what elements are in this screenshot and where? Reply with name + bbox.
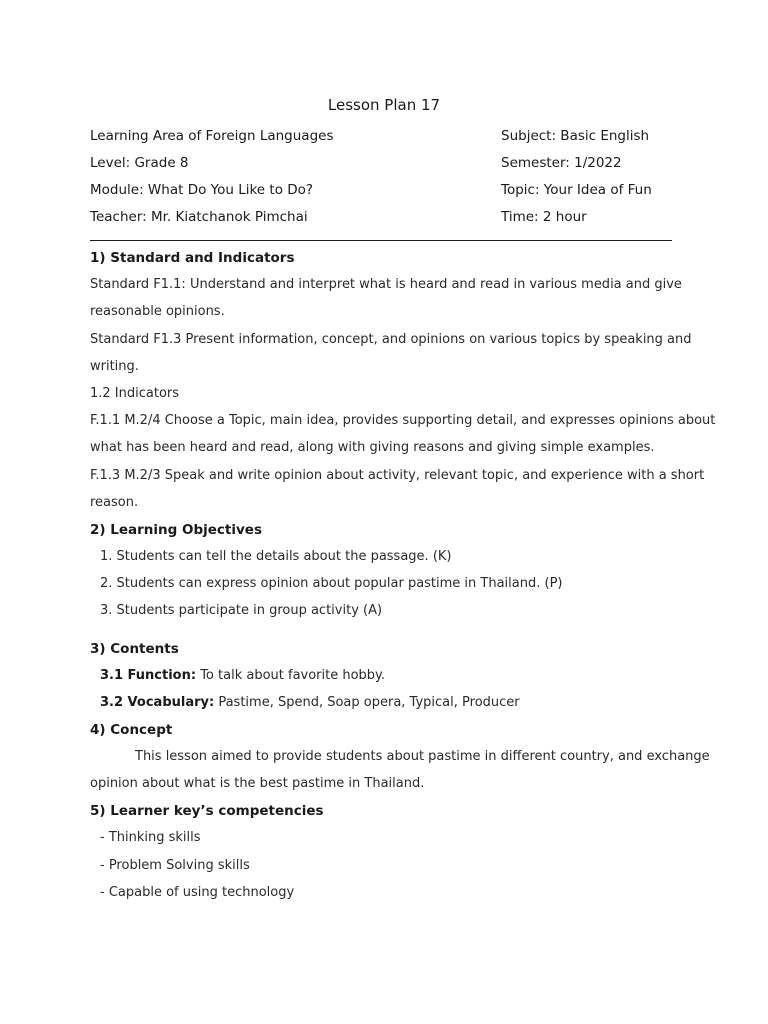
competency-item: - Problem Solving skills — [100, 858, 250, 873]
vocabulary-text: Pastime, Spend, Soap opera, Typical, Producer — [214, 695, 520, 710]
section-heading-contents: 3) Contents — [90, 641, 179, 657]
indicator-f13-line1: F.1.3 M.2/3 Speak and write opinion about activity, relevant topic, and experience with a short — [90, 468, 705, 483]
section-heading-objectives: 2) Learning Objectives — [90, 522, 262, 538]
semester: Semester: 1/2022 — [501, 155, 622, 171]
indicator-f11-line2: what has been heard and read, along with giving reasons and giving simple examples. — [90, 440, 655, 455]
indicator-f13-line2: reason. — [90, 495, 139, 510]
function-label: 3.1 Function: — [100, 668, 197, 683]
concept-line2: opinion about what is the best pastime in Thailand. — [90, 776, 425, 791]
vocabulary-label: 3.2 Vocabulary: — [100, 695, 215, 710]
module: Module: What Do You Like to Do? — [90, 182, 314, 198]
content-function — [100, 666, 385, 686]
section-heading-standards: 1) Standard and Indicators — [90, 250, 295, 266]
standard-f11-line1: Standard F1.1: Understand and interpret what is heard and read in various media and give — [90, 277, 682, 292]
time: Time: 2 hour — [501, 209, 587, 225]
standard-f13-line1: Standard F1.3 Present information, concept, and opinions on various topics by speaking and — [90, 332, 692, 347]
standard-f11-line2: reasonable opinions. — [90, 304, 225, 319]
objective-item: 3. Students participate in group activity (A) — [100, 603, 383, 618]
indicator-f11-line1: F.1.1 M.2/4 Choose a Topic, main idea, provides supporting detail, and expresses opinions about — [90, 413, 716, 428]
competency-item: - Capable of using technology — [100, 885, 295, 900]
section-heading-competencies: 5) Learner key’s competencies — [90, 803, 324, 819]
header-divider — [90, 240, 672, 241]
level: Level: Grade 8 — [90, 155, 189, 171]
objective-item: 2. Students can express opinion about popular pastime in Thailand. (P) — [100, 576, 563, 591]
subject: Subject: Basic English — [501, 128, 650, 144]
content-vocabulary — [100, 693, 520, 713]
page-title: Lesson Plan 17 — [327, 96, 441, 114]
function-text: To talk about favorite hobby. — [196, 668, 386, 683]
learning-area: Learning Area of Foreign Languages — [90, 128, 334, 144]
indicators-label: 1.2 Indicators — [90, 386, 180, 401]
section-heading-concept: 4) Concept — [90, 722, 173, 738]
standard-f13-line2: writing. — [90, 359, 139, 374]
competency-item: - Thinking skills — [100, 830, 201, 845]
objective-item: 1. Students can tell the details about the passage. (K) — [100, 549, 452, 564]
teacher: Teacher: Mr. Kiatchanok Pimchai — [90, 209, 308, 225]
concept-line1: This lesson aimed to provide students about pastime in different country, and exchange — [135, 749, 710, 764]
topic: Topic: Your Idea of Fun — [501, 182, 652, 198]
